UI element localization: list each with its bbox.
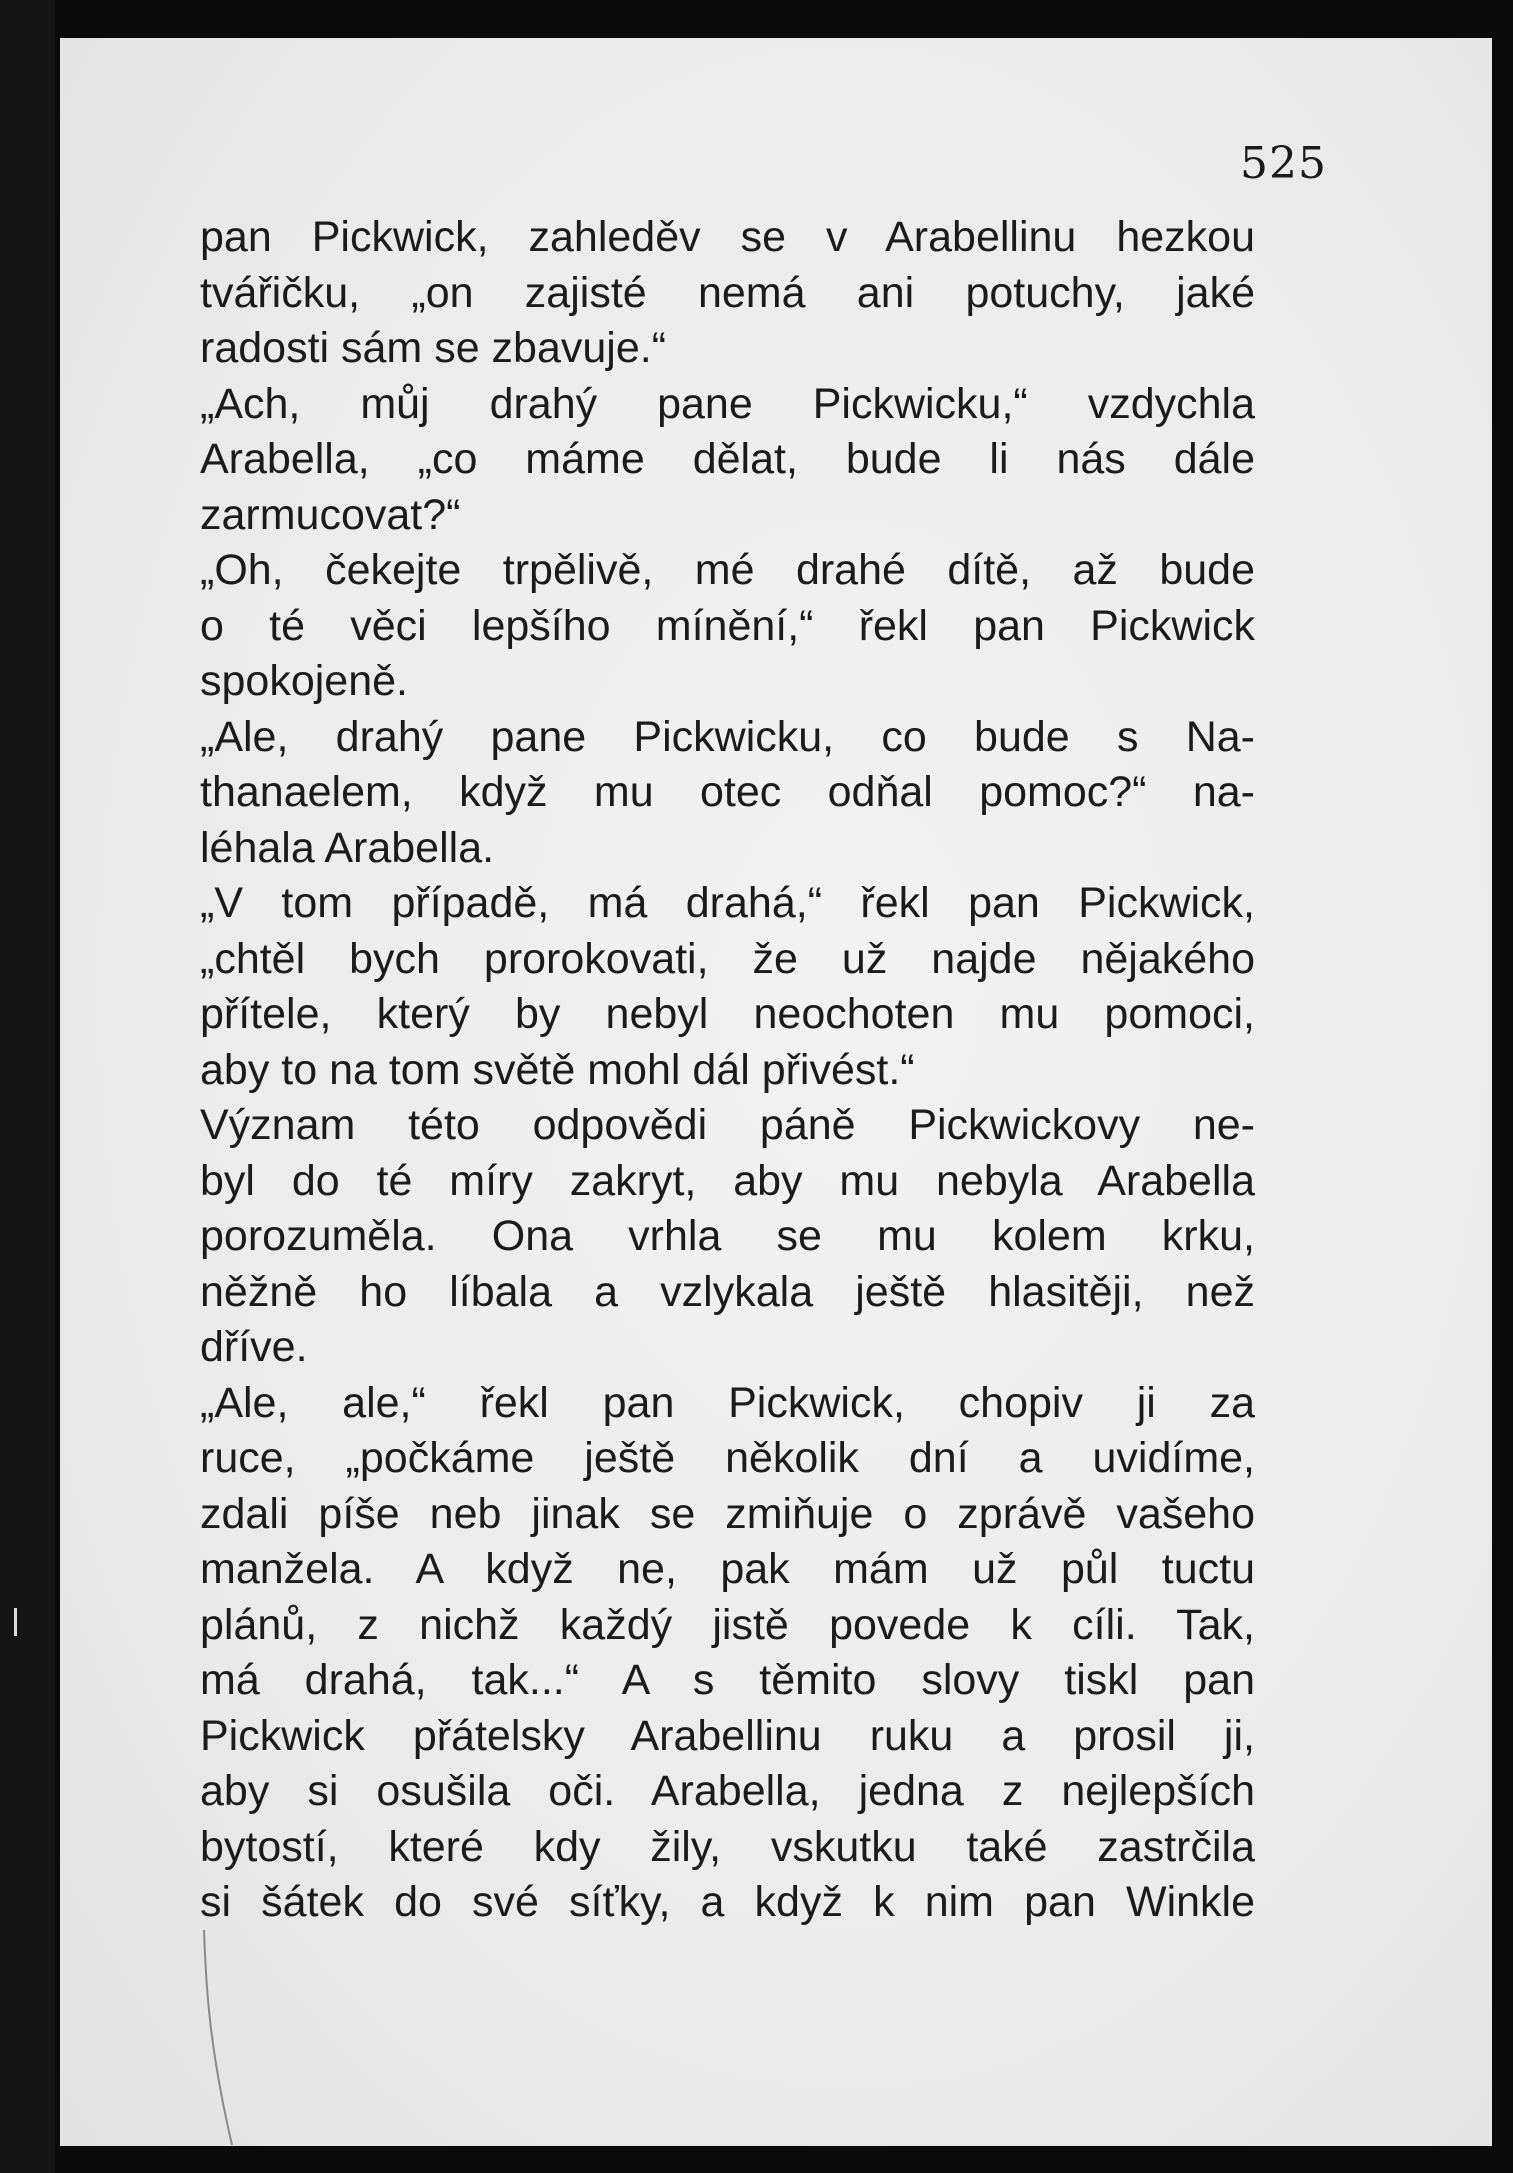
- page-text: [200, 210, 1255, 1931]
- text-line: „Oh, čekejte trpělivě, mé drahé dítě, až bude: [200, 546, 1255, 594]
- text-line: „Ale, drahý pane Pickwicku, co bude s Na-: [200, 712, 1255, 761]
- text-line: porozuměla. Ona vrhla se mu kolem krku,: [200, 1212, 1255, 1260]
- text-line: „Ale, ale,“ řekl pan Pickwick, chopiv ji za: [200, 1378, 1255, 1427]
- text-line: „V tom případě, má drahá,“ řekl pan Pickwick,: [200, 879, 1255, 927]
- text-line: Arabella, „co máme dělat, bude li nás dále: [200, 435, 1255, 483]
- text-line: „Ach, můj drahý pane Pickwicku,“ vzdychla: [200, 379, 1255, 428]
- text-line: spokojeně.: [200, 657, 408, 705]
- text-line: dříve.: [200, 1323, 308, 1371]
- text-line: zdali píše neb jinak se zmiňuje o zprávě vašeho: [200, 1489, 1255, 1538]
- text-line: si šátek do své síťky, a když k nim pan Winkle: [200, 1878, 1255, 1926]
- page-number: 525: [1240, 138, 1327, 189]
- text-line: o té věci lepšího mínění,“ řekl pan Pickwick: [200, 601, 1255, 650]
- text-line: tvářičku, „on zajisté nemá ani potuchy, jaké: [200, 268, 1255, 317]
- text-line: léhala Arabella.: [200, 823, 495, 872]
- text-line: něžně ho líbala a vzlykala ještě hlasitěji, než: [200, 1267, 1255, 1316]
- text-line: aby si osušila oči. Arabella, jedna z nejlepších: [200, 1767, 1255, 1815]
- text-line: „chtěl bych prorokovati, že už najde nějakého: [200, 934, 1255, 983]
- text-line: byl do té míry zakryt, aby mu nebyla Arabella: [200, 1156, 1255, 1205]
- text-line: aby to na tom světě mohl dál přivést.“: [200, 1045, 915, 1094]
- pencil-stroke: [200, 1930, 240, 2150]
- text-line: plánů, z nichž každý jistě povede k cíli. Tak,: [200, 1600, 1255, 1649]
- scan-left-edge: [0, 0, 55, 2173]
- text-line: ruce, „počkáme ještě několik dní a uvidíme,: [200, 1434, 1255, 1482]
- text-line: Význam této odpovědi páně Pickwickovy ne-: [200, 1101, 1255, 1149]
- text-line: má drahá, tak...“ A s těmito slovy tiskl pan: [200, 1656, 1255, 1704]
- text-line: Pickwick přátelsky Arabellinu ruku a prosil ji,: [200, 1711, 1255, 1760]
- text-line: radosti sám se zbavuje.“: [200, 324, 667, 372]
- text-line: bytostí, které kdy žily, vskutku také zastrčila: [200, 1822, 1255, 1871]
- text-line: zarmucovat?“: [200, 490, 461, 539]
- margin-mark: [14, 1608, 17, 1636]
- text-line: thanaelem, když mu otec odňal pomoc?“ na-: [200, 768, 1255, 816]
- text-line: pan Pickwick, zahleděv se v Arabellinu hezkou: [200, 213, 1255, 261]
- text-line: přítele, který by nebyl neochoten mu pomoci,: [200, 990, 1255, 1038]
- text-line: manžela. A když ne, pak mám už půl tuctu: [200, 1545, 1255, 1593]
